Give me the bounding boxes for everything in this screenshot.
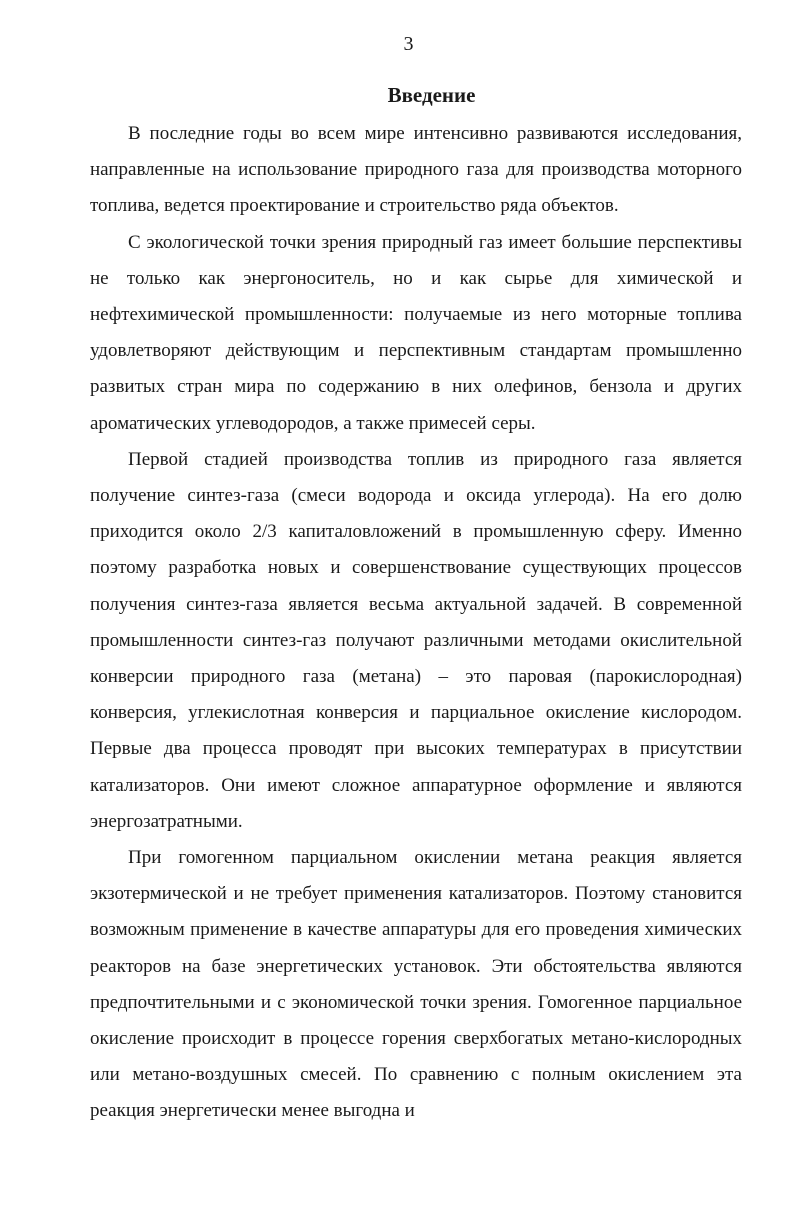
section-title: Введение bbox=[387, 83, 476, 107]
body-text bbox=[90, 116, 742, 1130]
paragraph-3: Первой стадией производства топлив из природного газа является получение синтез-газа (смеси водорода и оксида углерода). На его долю приходится около 2/3 капиталовложений в промышленную сферу. Именно поэтому разработка новых и совершенствование существующих процессов получения синтез-газа является весьма актуальной задачей. В современной промышленности синтез-газ получают различными методами окислительной конверсии природного газа (метана) – это паровая (парокислородная) конверсия, углекислотная конверсия и парциальное окисление кислородом. Первые два процесса проводят при высоких температурах в присутствии катализаторов. Они имеют сложное аппаратурное оформление и являются энергозатратными. bbox=[90, 448, 742, 832]
paragraph-4: При гомогенном парциальном окислении метана реакция является экзотермической и не требует применения катализаторов. Поэтому становится возможным применение в качестве аппаратуры для его проведения химических реакторов на базе энергетических установок. Эти обстоятельства являются предпочтительными и с экономической точки зрения. Гомогенное парциальное окисление происходит в процессе горения сверхбогатых метано-кислородных или метано-воздушных смесей. По сравнению с полным окислением эта реакция энергетически менее выгодна и bbox=[90, 847, 742, 1122]
paragraph-2: С экологической точки зрения природный газ имеет большие перспективы не только как энергоноситель, но и как сырье для химической и нефтехимической промышленности: получаемые из него моторные топлива удовлетворяют действующим и перспективным стандартам промышленно развитых стран мира по содержанию в них олефинов, бензола и других ароматических углеводородов, а также примесей серы. bbox=[90, 231, 742, 434]
page-number: 3 bbox=[403, 33, 414, 55]
paragraph-1: В последние годы во всем мире интенсивно развиваются исследования, направленные на использование природного газа для производства моторного топлива, ведется проектирование и строительство ряда объектов. bbox=[90, 123, 742, 217]
